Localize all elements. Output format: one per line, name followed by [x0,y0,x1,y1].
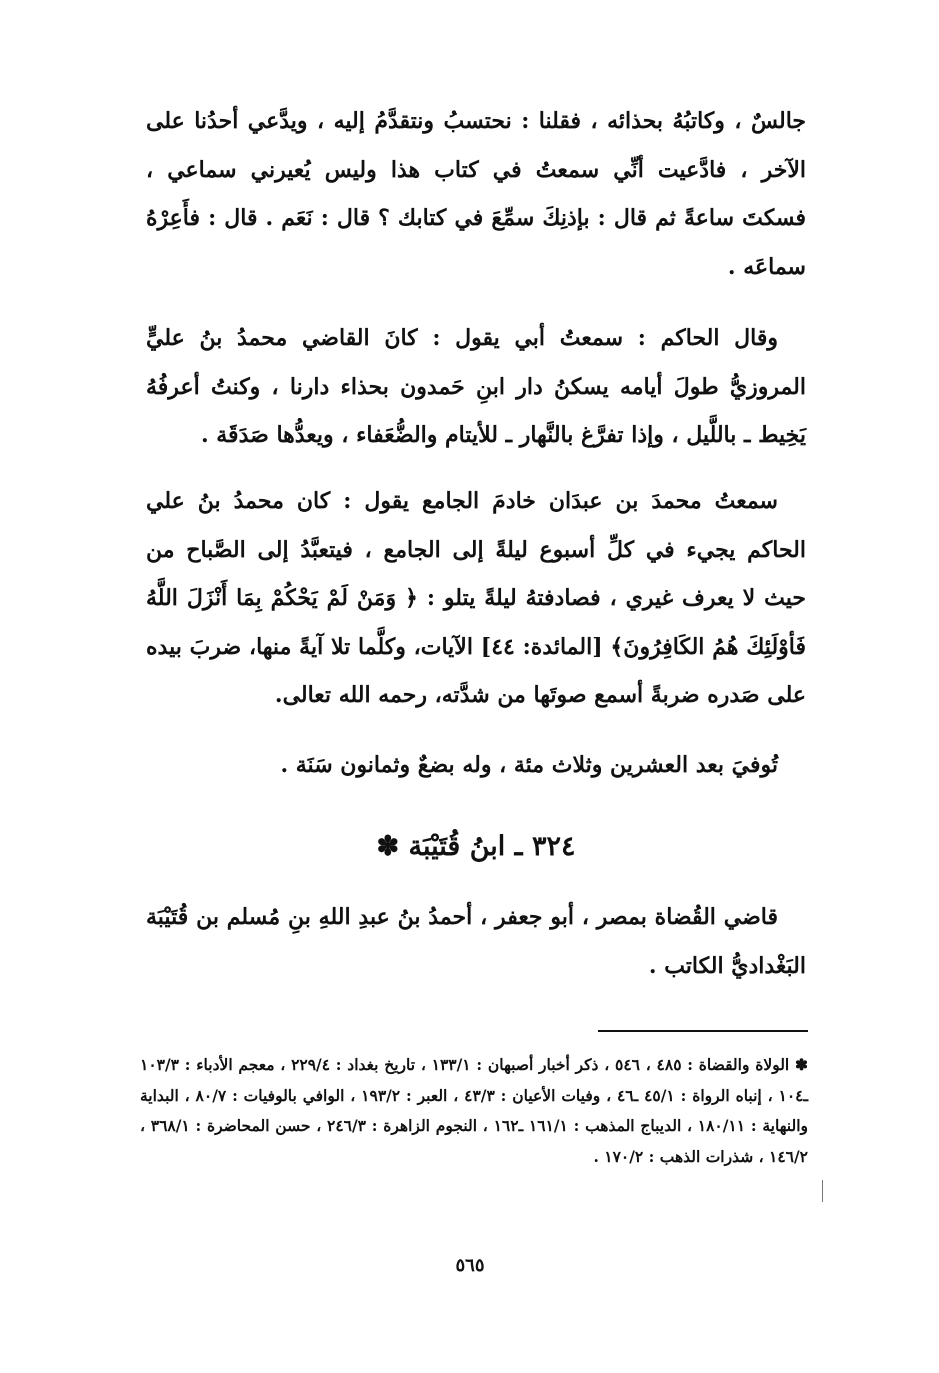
paragraph-1: جالسٌ ، وكاتبُهُ بحذائه ، فقلنا : نحتسبُ ونتقدَّمُ إليه ، ويدَّعي أحدُنا على الآخر ، فادَّعيت أنِّي سمعتُ في كتاب هذا وليس يُعيرني سماعي ، فسكتَ ساعةً ثم قال : بإذنِكَ سمِّعَ في كتابك ؟ قال : نَعَم . قال : فأَعِرْهُ سماعَه . [146,108,806,280]
paragraph-4: تُوفيَ بعد العشرين وثلاث مئة ، وله بضعٌ وثمانون سَنَة . [280,752,778,778]
paragraph-2: وقال الحاكم : سمعتُ أبي يقول : كانَ القاضي محمدُ بنُ عليٍّ المروزيُّ طولَ أيامه يسكنُ دار ابنِ حَمدون بحذاء دارنا ، وكنتُ أعرفُهُ يَخِيط ـ باللَّيل ، وإذا تفرَّغ بالنَّهار ـ للأيتام والضُّعَفاء ، ويعدُّها صَدَقَة . [146,325,806,448]
paragraph-3: سمعتُ محمدَ بن عبدَان خادمَ الجامع يقول : كان محمدُ بنُ علي الحاكم يجيء في كلِّ أسبوع ليلةً إلى الجامع ، فيتعبَّدُ إلى الصَّباح من حيث لا يعرف غيري ، فصادفتهُ ليلةً يتلو : ﴿ وَمَنْ لَمْ يَحْكُمْ بِمَا أَنْزَلَ اللَّهُ فَأوْلَئِكَ هُمُ الكَافِرُونَ﴾ [المائدة: ٤٤] الآيات، وكلَّما تلا آيةً منها، ضربَ بيده على صَدره ضربةً أسمع صوتَها من شدَّته، رحمه الله تعالى. [146,488,806,708]
page-number: ٥٦٥ [455,1255,485,1276]
footnote-divider [598,1030,808,1032]
scan-edge-mark [822,1180,823,1202]
paragraph-5: قاضي القُضاة بمصر ، أبو جعفر ، أحمدُ بنُ عبدِ اللهِ بنِ مُسلم بن قُتَيْبَة البَغْداديُّ الكاتب . [146,904,806,979]
entry-heading: ٣٢٤ ـ ابنُ قُتَيْبَة ✽ [376,831,576,862]
footnote: ✽ الولاة والقضاة : ٤٨٥ ، ٥٤٦ ، ذكر أخبار أصبهان : ١٣٣/١ ، تاريخ بغداد : ٢٢٩/٤ ، معجم الأدباء : ١٠٣/٣ ـ١٠٤ ، إنباه الرواة : ٤٥/١ ـ٤٦ ، وفيات الأعيان : ٤٣/٣ ، العبر : ١٩٣/٢ ، الوافي بالوفيات : ٨٠/٧ ، البداية والنهاية : ١٨٠/١١ ، الديباج المذهب : ١٦١/١ ـ١٦٢ ، النجوم الزاهرة : ٢٤٦/٣ ، حسن المحاضرة : ٣٦٨/١ ، ١٤٦/٢ ، شذرات الذهب : ١٧٠/٢ . [140,1055,809,1166]
